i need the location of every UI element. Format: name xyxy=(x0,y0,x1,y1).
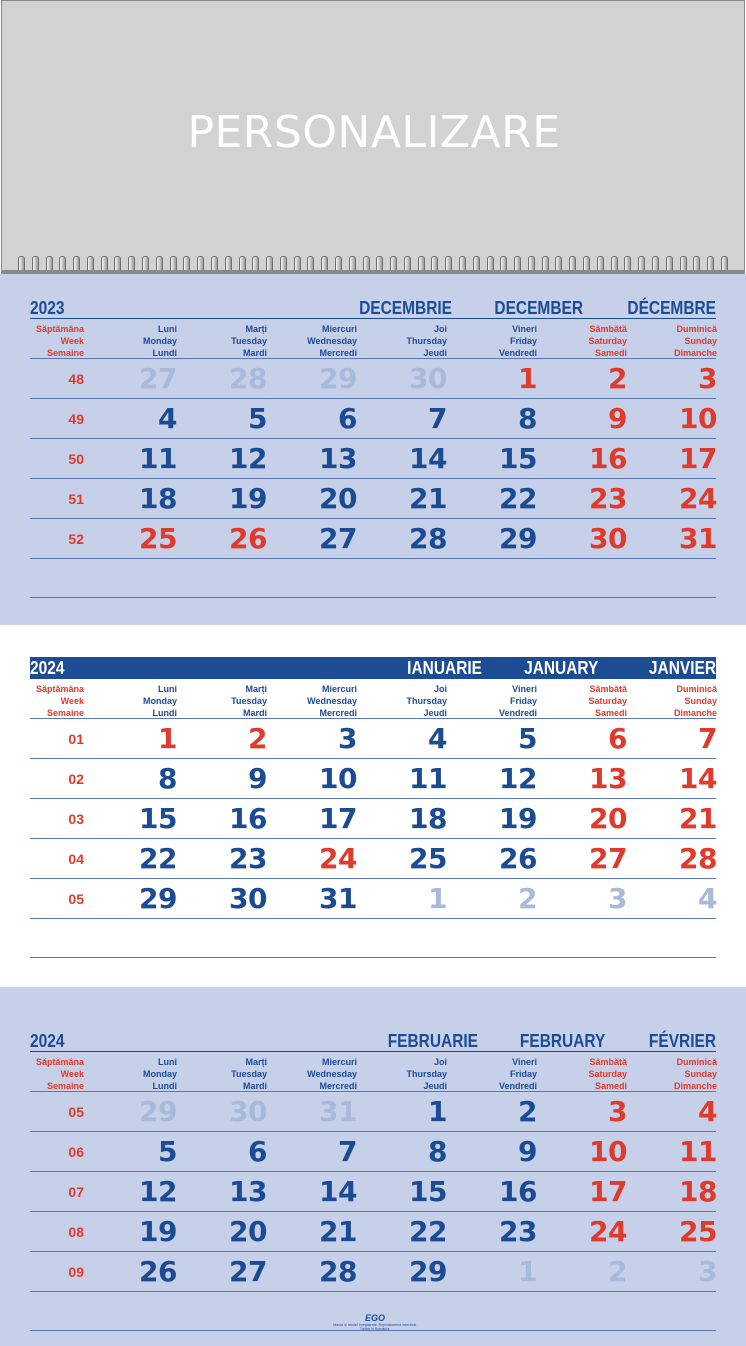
day-cell[interactable]: 8 xyxy=(518,402,537,435)
day-cell[interactable]: 28 xyxy=(679,842,717,875)
day-cell[interactable]: 20 xyxy=(589,802,627,835)
weekday-header-monday xyxy=(87,323,177,359)
day-cell[interactable]: 29 xyxy=(499,522,537,555)
day-cell[interactable]: 7 xyxy=(338,1135,357,1168)
weekday-header-tuesday xyxy=(177,1056,267,1092)
weekday-label: Samedi xyxy=(594,348,627,358)
month-name-en: DECEMBER xyxy=(494,298,583,318)
weekday-label: Sâmbătă xyxy=(589,1057,627,1067)
day-cell[interactable]: 16 xyxy=(499,1175,537,1208)
day-cell[interactable]: 22 xyxy=(499,482,537,515)
weekday-header-friday xyxy=(447,323,537,359)
day-cell[interactable]: 12 xyxy=(499,762,537,795)
week-number: 09 xyxy=(68,1264,84,1280)
month-name-fr: FÉVRIER xyxy=(648,1031,716,1051)
day-cell[interactable]: 4 xyxy=(428,722,447,755)
weekday-label: Lundi xyxy=(152,708,177,718)
day-cell[interactable]: 28 xyxy=(409,522,447,555)
weekday-label: Monday xyxy=(142,336,177,346)
week-header-label: Semaine xyxy=(46,708,84,718)
weekday-label: Samedi xyxy=(594,1081,627,1091)
weekday-label: Mercredi xyxy=(319,1081,357,1091)
day-cell[interactable]: 5 xyxy=(518,722,537,755)
weekday-label: Tuesday xyxy=(231,336,267,346)
day-cell[interactable]: 19 xyxy=(229,482,267,515)
day-cell[interactable]: 3 xyxy=(698,362,717,395)
week-header-label: Semaine xyxy=(46,348,84,358)
notes-line xyxy=(30,597,716,598)
month-title-bar xyxy=(30,297,716,319)
day-cell[interactable]: 1 xyxy=(428,1095,447,1128)
weekday-label: Sunday xyxy=(684,696,717,706)
day-cell[interactable]: 29 xyxy=(139,882,177,915)
month-january-2024 xyxy=(0,625,746,987)
day-cell[interactable]: 12 xyxy=(139,1175,177,1208)
day-cell[interactable]: 1 xyxy=(518,1255,537,1288)
weekday-label: Vendredi xyxy=(498,348,537,358)
week-number: 51 xyxy=(68,491,84,507)
week-number: 49 xyxy=(68,411,84,427)
weekday-header-tuesday xyxy=(177,323,267,359)
year-label: 2024 xyxy=(30,1031,65,1051)
weekday-header-monday xyxy=(87,683,177,719)
day-cell[interactable]: 8 xyxy=(428,1135,447,1168)
day-cell[interactable]: 11 xyxy=(679,1135,717,1168)
day-cell[interactable]: 6 xyxy=(608,722,627,755)
day-cell[interactable]: 29 xyxy=(409,1255,447,1288)
weekday-label: Miercuri xyxy=(321,684,357,694)
weekday-label: Duminică xyxy=(676,684,717,694)
weekday-label: Tuesday xyxy=(231,696,267,706)
day-cell[interactable]: 14 xyxy=(319,1175,357,1208)
day-cell[interactable]: 29 xyxy=(319,362,357,395)
day-cell[interactable]: 27 xyxy=(139,362,177,395)
day-cell[interactable]: 14 xyxy=(409,442,447,475)
weekday-label: Joi xyxy=(433,1057,447,1067)
day-cell[interactable]: 18 xyxy=(679,1175,717,1208)
day-cell[interactable]: 1 xyxy=(518,362,537,395)
week-number: 07 xyxy=(68,1184,84,1200)
day-cell[interactable]: 3 xyxy=(338,722,357,755)
weekday-label: Lundi xyxy=(152,348,177,358)
weekday-header-thursday xyxy=(357,323,447,359)
weekday-label: Mercredi xyxy=(319,348,357,358)
weekday-header xyxy=(30,1056,716,1092)
day-cell[interactable]: 4 xyxy=(158,402,177,435)
week-number-header xyxy=(30,1056,84,1092)
day-cell[interactable]: 2 xyxy=(248,722,267,755)
week-number: 52 xyxy=(68,531,84,547)
weekday-header-sunday xyxy=(627,1056,717,1092)
day-cell[interactable]: 24 xyxy=(319,842,357,875)
day-cell[interactable]: 9 xyxy=(248,762,267,795)
year-label: 2024 xyxy=(30,658,65,678)
weekday-label: Marți xyxy=(245,684,267,694)
weekday-label: Jeudi xyxy=(423,708,447,718)
day-cell[interactable]: 20 xyxy=(319,482,357,515)
day-cell[interactable]: 16 xyxy=(589,442,627,475)
month-february-2024 xyxy=(0,987,746,1346)
day-cell[interactable]: 21 xyxy=(679,802,717,835)
day-cell[interactable]: 2 xyxy=(518,882,537,915)
weekday-label: Marți xyxy=(245,1057,267,1067)
week-row xyxy=(30,439,716,479)
week-row xyxy=(30,1252,716,1292)
weekday-label: Miercuri xyxy=(321,324,357,334)
week-row xyxy=(30,879,716,919)
weekday-label: Dimanche xyxy=(673,708,717,718)
week-header-label: Săptămâna xyxy=(35,324,84,334)
day-cell[interactable]: 30 xyxy=(409,362,447,395)
day-cell[interactable]: 28 xyxy=(319,1255,357,1288)
weekday-label: Sunday xyxy=(684,336,717,346)
day-cell[interactable]: 30 xyxy=(589,522,627,555)
brand-logo: EGO xyxy=(364,1313,385,1323)
week-header-label: Semaine xyxy=(46,1081,84,1091)
week-number: 48 xyxy=(68,371,84,387)
month-december-2023 xyxy=(0,274,746,625)
day-cell[interactable]: 23 xyxy=(229,842,267,875)
weekday-label: Saturday xyxy=(588,1069,627,1079)
week-row xyxy=(30,1092,716,1132)
day-cell[interactable]: 27 xyxy=(589,842,627,875)
weekday-header-saturday xyxy=(537,323,627,359)
weekday-label: Joi xyxy=(433,684,447,694)
weekday-label: Luni xyxy=(158,1057,177,1067)
weekday-label: Friday xyxy=(509,336,537,346)
weekday-label: Marți xyxy=(245,324,267,334)
day-cell[interactable]: 21 xyxy=(409,482,447,515)
weekday-header-wednesday xyxy=(267,1056,357,1092)
footer-logo xyxy=(330,1313,420,1331)
day-cell[interactable]: 9 xyxy=(608,402,627,435)
day-cell[interactable]: 10 xyxy=(679,402,717,435)
day-cell[interactable]: 5 xyxy=(248,402,267,435)
weekday-label: Tuesday xyxy=(231,1069,267,1079)
personalization-area xyxy=(1,0,745,271)
day-cell[interactable]: 17 xyxy=(319,802,357,835)
day-cell[interactable]: 3 xyxy=(698,1255,717,1288)
weekday-header xyxy=(30,323,716,359)
day-cell[interactable]: 30 xyxy=(229,882,267,915)
week-row xyxy=(30,519,716,559)
day-cell[interactable]: 11 xyxy=(139,442,177,475)
week-number: 05 xyxy=(68,1104,84,1120)
day-cell[interactable]: 24 xyxy=(679,482,717,515)
week-header-label: Week xyxy=(60,336,84,346)
weekday-label: Sâmbătă xyxy=(589,324,627,334)
weekday-label: Vineri xyxy=(512,1057,537,1067)
week-number: 05 xyxy=(68,891,84,907)
day-cell[interactable]: 7 xyxy=(698,722,717,755)
weekday-label: Wednesday xyxy=(307,696,357,706)
weekday-label: Thursday xyxy=(406,336,447,346)
week-number: 02 xyxy=(68,771,84,787)
day-cell[interactable]: 6 xyxy=(338,402,357,435)
day-cell[interactable]: 13 xyxy=(319,442,357,475)
week-number: 01 xyxy=(68,731,84,747)
weekday-label: Friday xyxy=(509,1069,537,1079)
day-cell[interactable]: 13 xyxy=(229,1175,267,1208)
day-cell[interactable]: 26 xyxy=(229,522,267,555)
day-cell[interactable]: 31 xyxy=(679,522,717,555)
day-cell[interactable]: 24 xyxy=(589,1215,627,1248)
month-name-ro: DECEMBRIE xyxy=(359,298,452,318)
day-cell[interactable]: 31 xyxy=(319,1095,357,1128)
weekday-label: Jeudi xyxy=(423,1081,447,1091)
day-cell[interactable]: 15 xyxy=(409,1175,447,1208)
weekday-label: Mardi xyxy=(242,708,267,718)
day-cell[interactable]: 22 xyxy=(139,842,177,875)
week-row xyxy=(30,839,716,879)
weekday-label: Thursday xyxy=(406,696,447,706)
day-cell[interactable]: 15 xyxy=(139,802,177,835)
week-number: 03 xyxy=(68,811,84,827)
day-cell[interactable]: 4 xyxy=(698,882,717,915)
day-cell[interactable]: 17 xyxy=(679,442,717,475)
week-row xyxy=(30,359,716,399)
week-row xyxy=(30,719,716,759)
weekday-label: Joi xyxy=(433,324,447,334)
day-cell[interactable]: 21 xyxy=(319,1215,357,1248)
week-row xyxy=(30,399,716,439)
day-cell[interactable]: 17 xyxy=(589,1175,627,1208)
day-cell[interactable]: 4 xyxy=(698,1095,717,1128)
day-cell[interactable]: 25 xyxy=(139,522,177,555)
weekday-label: Mardi xyxy=(242,1081,267,1091)
weekday-label: Luni xyxy=(158,324,177,334)
notes-line xyxy=(30,957,716,958)
day-cell[interactable]: 27 xyxy=(229,1255,267,1288)
week-number: 50 xyxy=(68,451,84,467)
month-name-ro: IANUARIE xyxy=(407,658,482,678)
weekday-label: Wednesday xyxy=(307,336,357,346)
day-cell[interactable]: 20 xyxy=(229,1215,267,1248)
day-cell[interactable]: 30 xyxy=(229,1095,267,1128)
day-cell[interactable]: 26 xyxy=(499,842,537,875)
day-cell[interactable]: 2 xyxy=(608,1255,627,1288)
day-cell[interactable]: 23 xyxy=(499,1215,537,1248)
weekday-label: Jeudi xyxy=(423,348,447,358)
day-cell[interactable]: 23 xyxy=(589,482,627,515)
day-cell[interactable]: 18 xyxy=(409,802,447,835)
day-cell[interactable]: 28 xyxy=(229,362,267,395)
week-number-header xyxy=(30,323,84,359)
weekday-label: Dimanche xyxy=(673,1081,717,1091)
weekday-label: Monday xyxy=(142,696,177,706)
weekday-header xyxy=(30,683,716,719)
week-header-label: Week xyxy=(60,696,84,706)
weekday-label: Friday xyxy=(509,696,537,706)
weekday-label: Wednesday xyxy=(307,1069,357,1079)
day-cell[interactable]: 19 xyxy=(499,802,537,835)
day-cell[interactable]: 18 xyxy=(139,482,177,515)
day-cell[interactable]: 19 xyxy=(139,1215,177,1248)
month-name-ro: FEBRUARIE xyxy=(387,1031,478,1051)
weekday-header-sunday xyxy=(627,683,717,719)
day-cell[interactable]: 8 xyxy=(158,762,177,795)
weekday-label: Sâmbătă xyxy=(589,684,627,694)
month-name-fr: JANVIER xyxy=(648,658,716,678)
day-cell[interactable]: 1 xyxy=(428,882,447,915)
weekday-header-saturday xyxy=(537,1056,627,1092)
weekday-header-wednesday xyxy=(267,683,357,719)
day-cell[interactable]: 25 xyxy=(409,842,447,875)
week-header-label: Săptămâna xyxy=(35,684,84,694)
week-header-label: Săptămâna xyxy=(35,1057,84,1067)
day-cell[interactable]: 2 xyxy=(608,362,627,395)
weekday-label: Mercredi xyxy=(319,708,357,718)
weekday-header-thursday xyxy=(357,1056,447,1092)
day-cell[interactable]: 16 xyxy=(229,802,267,835)
day-cell[interactable]: 12 xyxy=(229,442,267,475)
weekday-label: Saturday xyxy=(588,696,627,706)
weekday-label: Monday xyxy=(142,1069,177,1079)
week-row xyxy=(30,1132,716,1172)
month-name-fr: DÉCEMBRE xyxy=(627,298,716,318)
weekday-label: Vineri xyxy=(512,324,537,334)
week-number: 06 xyxy=(68,1144,84,1160)
weekday-label: Vendredi xyxy=(498,1081,537,1091)
day-cell[interactable]: 27 xyxy=(319,522,357,555)
day-cell[interactable]: 14 xyxy=(679,762,717,795)
day-cell[interactable]: 9 xyxy=(518,1135,537,1168)
day-cell[interactable]: 31 xyxy=(319,882,357,915)
day-cell[interactable]: 22 xyxy=(409,1215,447,1248)
week-row xyxy=(30,1172,716,1212)
weekday-label: Vendredi xyxy=(498,708,537,718)
year-label: 2023 xyxy=(30,298,65,318)
weekday-header-tuesday xyxy=(177,683,267,719)
week-number-header xyxy=(30,683,84,719)
footer-fine-print: Marcă și model înregistrate. Reproducerea interzisă. Tipărit în România. xyxy=(333,1323,417,1331)
day-cell[interactable]: 10 xyxy=(319,762,357,795)
weekday-label: Mardi xyxy=(242,348,267,358)
week-row xyxy=(30,1212,716,1252)
weekday-label: Saturday xyxy=(588,336,627,346)
day-cell[interactable]: 29 xyxy=(139,1095,177,1128)
month-name-en: JANUARY xyxy=(523,658,598,678)
weekday-label: Luni xyxy=(158,684,177,694)
day-cell[interactable]: 1 xyxy=(158,722,177,755)
week-row xyxy=(30,799,716,839)
weekday-label: Duminică xyxy=(676,1057,717,1067)
day-cell[interactable]: 13 xyxy=(589,762,627,795)
week-row xyxy=(30,479,716,519)
weekday-header-friday xyxy=(447,683,537,719)
day-cell[interactable]: 25 xyxy=(679,1215,717,1248)
week-header-label: Week xyxy=(60,1069,84,1079)
day-cell[interactable]: 2 xyxy=(518,1095,537,1128)
month-name-en: FEBRUARY xyxy=(519,1031,605,1051)
weekday-header-monday xyxy=(87,1056,177,1092)
weekday-label: Miercuri xyxy=(321,1057,357,1067)
day-cell[interactable]: 6 xyxy=(248,1135,267,1168)
weekday-label: Sunday xyxy=(684,1069,717,1079)
weekday-label: Lundi xyxy=(152,1081,177,1091)
personalization-text: PERSONALIZARE xyxy=(187,107,561,158)
weekday-label: Thursday xyxy=(406,1069,447,1079)
day-cell[interactable]: 7 xyxy=(428,402,447,435)
weekday-header-thursday xyxy=(357,683,447,719)
weekday-label: Duminică xyxy=(676,324,717,334)
week-row xyxy=(30,759,716,799)
month-title-bar xyxy=(30,657,716,679)
weekday-header-saturday xyxy=(537,683,627,719)
weekday-label: Vineri xyxy=(512,684,537,694)
weekday-label: Samedi xyxy=(594,708,627,718)
day-cell[interactable]: 26 xyxy=(139,1255,177,1288)
day-cell[interactable]: 3 xyxy=(608,1095,627,1128)
weekday-header-friday xyxy=(447,1056,537,1092)
day-cell[interactable]: 11 xyxy=(409,762,447,795)
weekday-label: Dimanche xyxy=(673,348,717,358)
week-number: 04 xyxy=(68,851,84,867)
month-title-bar xyxy=(30,1030,716,1052)
day-cell[interactable]: 3 xyxy=(608,882,627,915)
day-cell[interactable]: 5 xyxy=(158,1135,177,1168)
weekday-header-wednesday xyxy=(267,323,357,359)
weekday-header-sunday xyxy=(627,323,717,359)
week-number: 08 xyxy=(68,1224,84,1240)
day-cell[interactable]: 10 xyxy=(589,1135,627,1168)
day-cell[interactable]: 15 xyxy=(499,442,537,475)
